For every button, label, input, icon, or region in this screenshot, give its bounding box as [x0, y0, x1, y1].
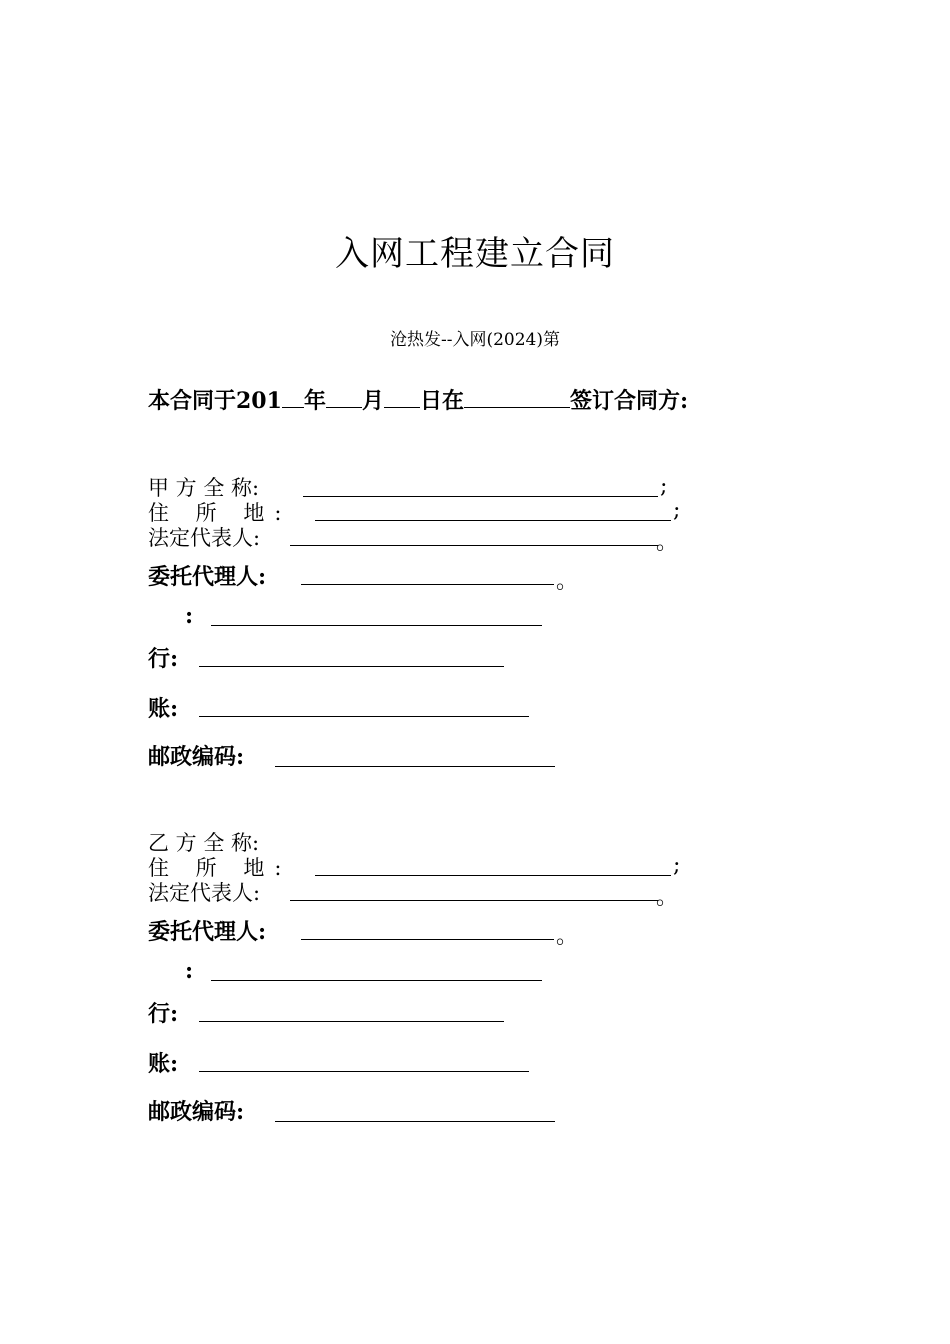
party-a-address-field[interactable]	[315, 520, 671, 521]
party-b-postcode-field[interactable]	[275, 1121, 555, 1122]
party-b-postcode-label: 邮政编码:	[148, 1099, 245, 1125]
party-a-bank-field[interactable]	[199, 666, 504, 667]
page-title: 入网工程建立合同	[335, 234, 615, 274]
party-a-colon-label: :	[185, 603, 194, 629]
party-b-rep-field[interactable]	[290, 900, 658, 901]
party-a-account-label: 账:	[148, 696, 179, 722]
party-a-account-field[interactable]	[199, 716, 529, 717]
party-a-address-label: 住 所 地:	[148, 501, 292, 525]
party-a-agent-period: 。	[556, 569, 579, 594]
intro-year: 年	[303, 388, 326, 414]
intro-day: 日在	[419, 388, 464, 414]
party-b-rep-period: 。	[656, 885, 679, 910]
party-b-rep-label: 法定代表人:	[148, 881, 261, 905]
party-b-agent-field[interactable]	[301, 939, 554, 940]
party-b-colon-label: :	[185, 958, 194, 984]
party-a-agent-label: 委托代理人:	[148, 564, 267, 590]
party-a-name-semicolon: ;	[660, 474, 668, 499]
party-a-rep-label: 法定代表人:	[148, 526, 261, 550]
year-blank[interactable]	[282, 389, 304, 408]
day-blank[interactable]	[384, 389, 420, 408]
document-number: 沧热发--入网(2024)第	[389, 330, 561, 350]
party-b-name-label: 乙 方 全 称:	[148, 831, 260, 855]
party-a-name-label: 甲 方 全 称:	[148, 476, 260, 500]
party-a-blank-field[interactable]	[211, 625, 542, 626]
party-b-blank-field[interactable]	[211, 980, 542, 981]
party-b-address-field[interactable]	[315, 875, 671, 876]
party-b-address-label: 住 所 地:	[148, 856, 292, 880]
party-b-bank-label: 行:	[148, 1001, 179, 1027]
intro-suffix: 签订合同方:	[569, 388, 689, 414]
party-a-bank-label: 行:	[148, 646, 179, 672]
intro-month: 月	[361, 388, 384, 414]
intro-line	[148, 384, 688, 415]
party-b-account-field[interactable]	[199, 1071, 529, 1072]
party-b-address-semicolon: ;	[673, 853, 681, 878]
place-blank[interactable]	[464, 389, 570, 408]
party-b-agent-label: 委托代理人:	[148, 919, 267, 945]
month-blank[interactable]	[326, 389, 362, 408]
party-a-postcode-label: 邮政编码:	[148, 744, 245, 770]
party-b-agent-period: 。	[556, 924, 579, 949]
party-a-rep-period: 。	[656, 530, 679, 555]
party-a-address-semicolon: ;	[673, 498, 681, 523]
party-b-account-label: 账:	[148, 1051, 179, 1077]
party-a-rep-field[interactable]	[290, 545, 658, 546]
party-a-postcode-field[interactable]	[275, 766, 555, 767]
party-b-bank-field[interactable]	[199, 1021, 504, 1022]
party-a-name-field[interactable]	[303, 496, 658, 497]
intro-prefix: 本合同于201	[148, 388, 282, 414]
party-a-agent-field[interactable]	[301, 584, 554, 585]
